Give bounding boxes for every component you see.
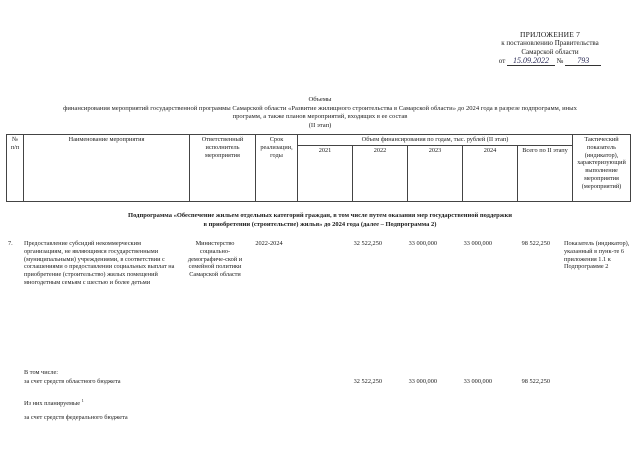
- row-number: 7.: [8, 240, 13, 247]
- regional-total: 98 522,250: [521, 378, 550, 385]
- appendix-line-2: Самарской области: [521, 48, 579, 56]
- subprogram-line-1: Подпрограмма «Обеспечение жильем отдельных категорий граждан, в том числе путем оказания мер государственной поддержки: [128, 212, 512, 219]
- heading-line-4: (II этап): [308, 121, 332, 129]
- header-2023: 2023: [408, 145, 463, 201]
- from-label: от: [498, 57, 506, 65]
- header-no: № п/п: [7, 135, 24, 202]
- implementation-term: 2022-2024: [255, 240, 283, 247]
- including-label: В том числе:: [24, 369, 59, 376]
- header-2024: 2024: [463, 145, 518, 201]
- header-indicator: Тактический показатель (индикатор), характеризующий выполнение мероприятия (мероприятий): [573, 135, 631, 202]
- appendix-date-line: [480, 57, 620, 66]
- subprogram-line-2: в приобретении (строительстве) жилья» до 2024 года (далее – Подпрограмма 2): [203, 220, 437, 228]
- appendix-line-1: к постановлению Правительства: [501, 39, 599, 47]
- measure-name: Предоставление субсидий некоммерческим организациям, не являющимся государственными (муниципальными) учреждениями, в соответствии с соглашениями о предоставлении социальных выплат на приобретение (строительство) жилых помещений многодетным семьям с шестью и более детьми: [24, 240, 175, 286]
- header-total: Всего по II этапу: [518, 145, 573, 201]
- heading-line-1: Объемы: [308, 96, 332, 103]
- regional-2022: 32 522,250: [353, 378, 382, 385]
- heading-line-2: финансирования мероприятий государственной программы Самарской области «Развитие жилищного строительства в Самарской области» до 2024 года в разрезе подпрограмм, иных: [63, 104, 577, 112]
- document-heading: [0, 96, 640, 130]
- number-label: №: [556, 57, 564, 65]
- regional-budget-label: за счет средств областного бюджета: [24, 378, 121, 385]
- value-2022: 32 522,250: [353, 240, 382, 247]
- responsible-executor: Министерство социально-демографиче-ской и семейной политики Самарской области: [187, 240, 243, 279]
- funding-table-header: [6, 134, 631, 202]
- value-2023: 33 000,000: [408, 240, 437, 247]
- header-term: Срок реализации, годы: [256, 135, 298, 202]
- federal-budget-label: за счет средств федерального бюджета: [24, 414, 128, 421]
- indicator-text: Показатель (индикатор), указанный в пунк-те 6 приложения 1.1 к Подпрограмме 2: [564, 240, 630, 271]
- regional-2024: 33 000,000: [463, 378, 492, 385]
- footnote-mark: 1: [81, 398, 84, 403]
- planned-text: Из них планируемые: [24, 400, 81, 408]
- header-exec: Ответственный исполнитель мероприятия: [190, 135, 256, 202]
- header-2022: 2022: [353, 145, 408, 201]
- header-funding: Объем финансирования по годам, тыс. рублей (II этап): [298, 135, 573, 146]
- value-total: 98 522,250: [521, 240, 550, 247]
- header-2021: 2021: [298, 145, 353, 201]
- decree-number: 793: [565, 57, 601, 66]
- header-name: Наименование мероприятия: [24, 135, 190, 202]
- decree-date: 15.09.2022: [507, 57, 555, 66]
- regional-2023: 33 000,000: [408, 378, 437, 385]
- planned-label: [24, 398, 84, 407]
- subprogram-title: [60, 212, 580, 229]
- heading-line-3: программ, а также планов мероприятий, входящих в ее состав: [232, 113, 408, 120]
- appendix-block: [480, 30, 620, 66]
- value-2024: 33 000,000: [463, 240, 492, 247]
- appendix-title: ПРИЛОЖЕНИЕ 7: [519, 30, 581, 39]
